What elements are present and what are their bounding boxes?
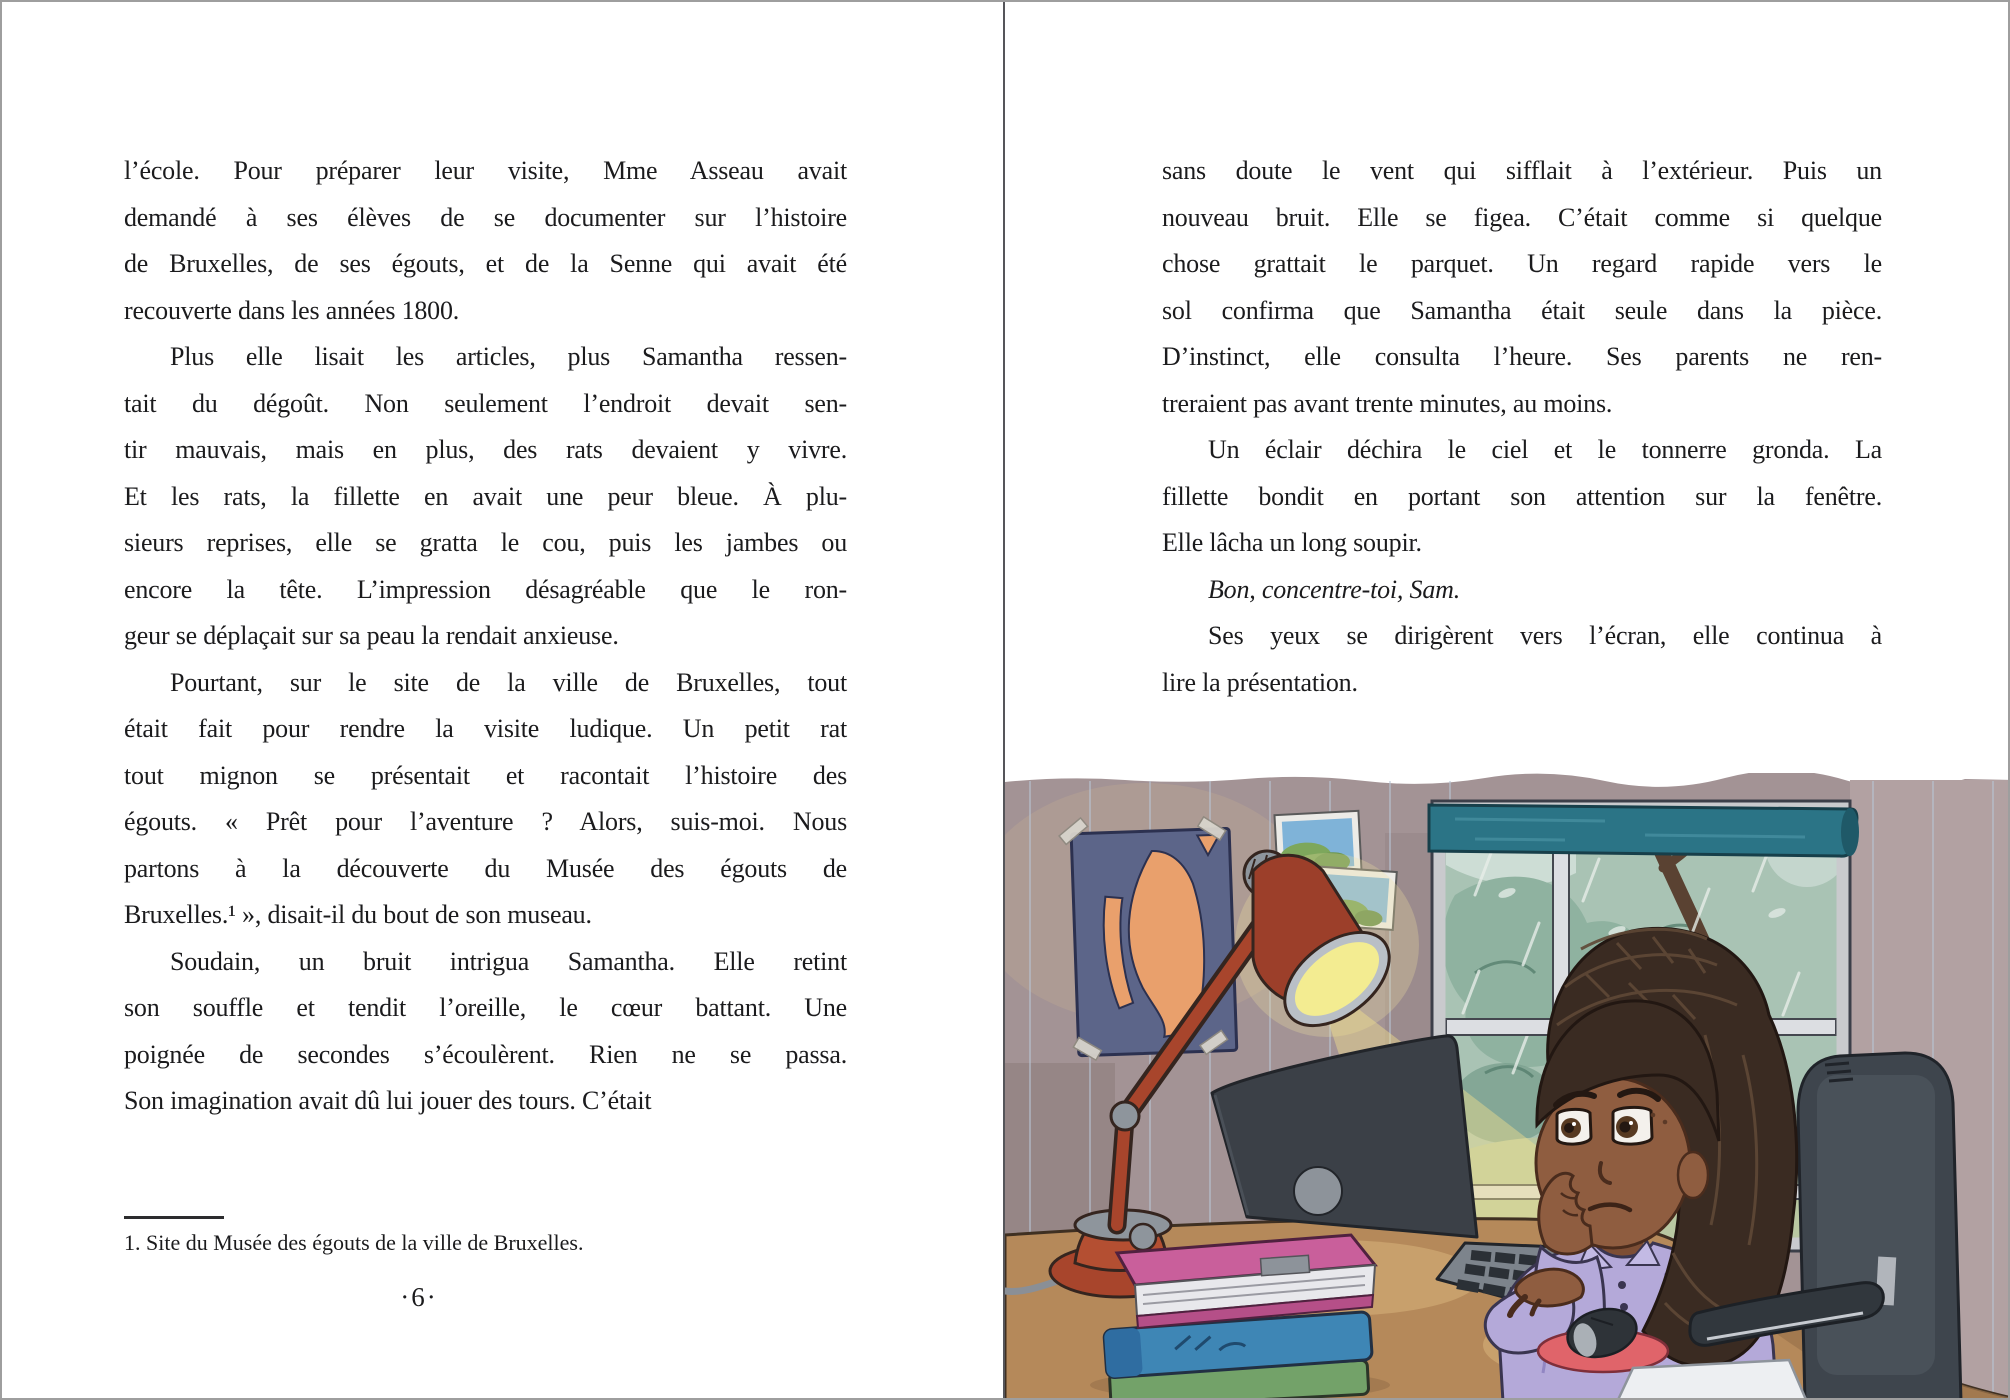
text-line: geur se déplaçait sur sa peau la rendait anxieuse.: [124, 621, 619, 650]
paragraph: [1162, 427, 1882, 567]
text-line: tir mauvais, mais en plus, des rats devaient y vivre.: [124, 435, 847, 464]
text-line: demandé à ses élèves de se documenter sur l’histoire: [124, 202, 847, 232]
text-line: Pourtant, sur le site de la ville de Bruxelles, tout: [170, 667, 847, 697]
text-line: Bruxelles.¹ », disait-il du bout de son museau.: [124, 900, 592, 929]
page-number: ·6·: [400, 1282, 438, 1312]
text-line: sans doute le vent qui sifflait à l’extérieur. Puis un: [1162, 156, 1882, 185]
text-line: nouveau bruit. Elle se figea. C’était comme si quelque: [1162, 202, 1882, 232]
office-chair: [1798, 1053, 1961, 1400]
footnote: 1. Site du Musée des égouts de la ville de Bruxelles.: [124, 1230, 584, 1255]
text-line: encore la tête. L’impression désagréable que le ron-: [124, 574, 847, 604]
left-page-text: [124, 148, 847, 1125]
window-valance: [1429, 805, 1859, 856]
text-line: Et les rats, la fillette en avait une peur bleue. À plu-: [124, 481, 847, 511]
text-line: de Bruxelles, de ses égouts, et de la Senne qui avait été: [124, 249, 847, 278]
text-line: tait du dégoût. Non seulement l’endroit devait sen-: [124, 388, 847, 418]
paragraph: [124, 660, 847, 939]
text-line: treraient pas avant trente minutes, au moins.: [1162, 388, 1613, 418]
book-stack: [1104, 1235, 1375, 1400]
text-line: Bon, concentre-toi, Sam.: [1208, 574, 1461, 604]
text-line: sieurs reprises, elle se gratta le cou, puis les jambes ou: [124, 528, 847, 557]
text-line: sol confirma que Samantha était seule dans la pièce.: [1162, 295, 1882, 325]
text-line: était fait pour rendre la visite ludique. Un petit rat: [124, 714, 847, 743]
right-page-text: [1162, 148, 1882, 706]
lamp-joint: [1111, 1102, 1139, 1130]
text-line: Son imagination avait dû lui jouer des tours. C’était: [124, 1086, 652, 1115]
text-line: D’instinct, elle consulta l’heure. Ses parents ne ren-: [1162, 342, 1882, 371]
text-line: Ses yeux se dirigèrent vers l’écran, elle continua à: [1208, 621, 1882, 650]
paragraph: [1162, 567, 1882, 614]
text-line: partons à la découverte du Musée des égouts de: [124, 853, 847, 883]
text-line: Plus elle lisait les articles, plus Samantha ressen-: [170, 342, 847, 371]
text-line: Elle lâcha un long soupir.: [1162, 528, 1422, 557]
text-line: Soudain, un bruit intrigua Samantha. Elle retint: [170, 946, 847, 976]
wall-poster: [1058, 813, 1236, 1061]
paragraph: [124, 334, 847, 660]
text-line: chose grattait le parquet. Un regard rapide vers le: [1162, 249, 1882, 278]
text-line: tout mignon se présentait et racontait l’histoire des: [124, 760, 847, 790]
storm-illustration: [1005, 773, 2010, 1400]
text-line: l’école. Pour préparer leur visite, Mme Asseau avait: [124, 156, 847, 185]
footnote-rule: [124, 1216, 224, 1219]
text-line: lire la présentation.: [1162, 667, 1358, 697]
paragraph: [124, 148, 847, 334]
girl-ear: [1678, 1152, 1708, 1198]
illustration-svg: [1005, 773, 2010, 1400]
text-line: son souffle et tendit l’oreille, le cœur battant. Une: [124, 993, 847, 1022]
text-line: Un éclair déchira le ciel et le tonnerre gronda. La: [1208, 435, 1882, 464]
laptop-logo: [1294, 1167, 1342, 1215]
paragraph: [1162, 148, 1882, 427]
text-line: recouverte dans les années 1800.: [124, 295, 460, 325]
text-line: fillette bondit en portant son attention sur la fenêtre.: [1162, 481, 1882, 511]
paragraph: [1162, 613, 1882, 706]
text-line: poignée de secondes s’écoulèrent. Rien ne se passa.: [124, 1039, 847, 1069]
text-line: égouts. « Prêt pour l’aventure ? Alors, suis-moi. Nous: [124, 807, 847, 836]
paragraph: [124, 939, 847, 1125]
